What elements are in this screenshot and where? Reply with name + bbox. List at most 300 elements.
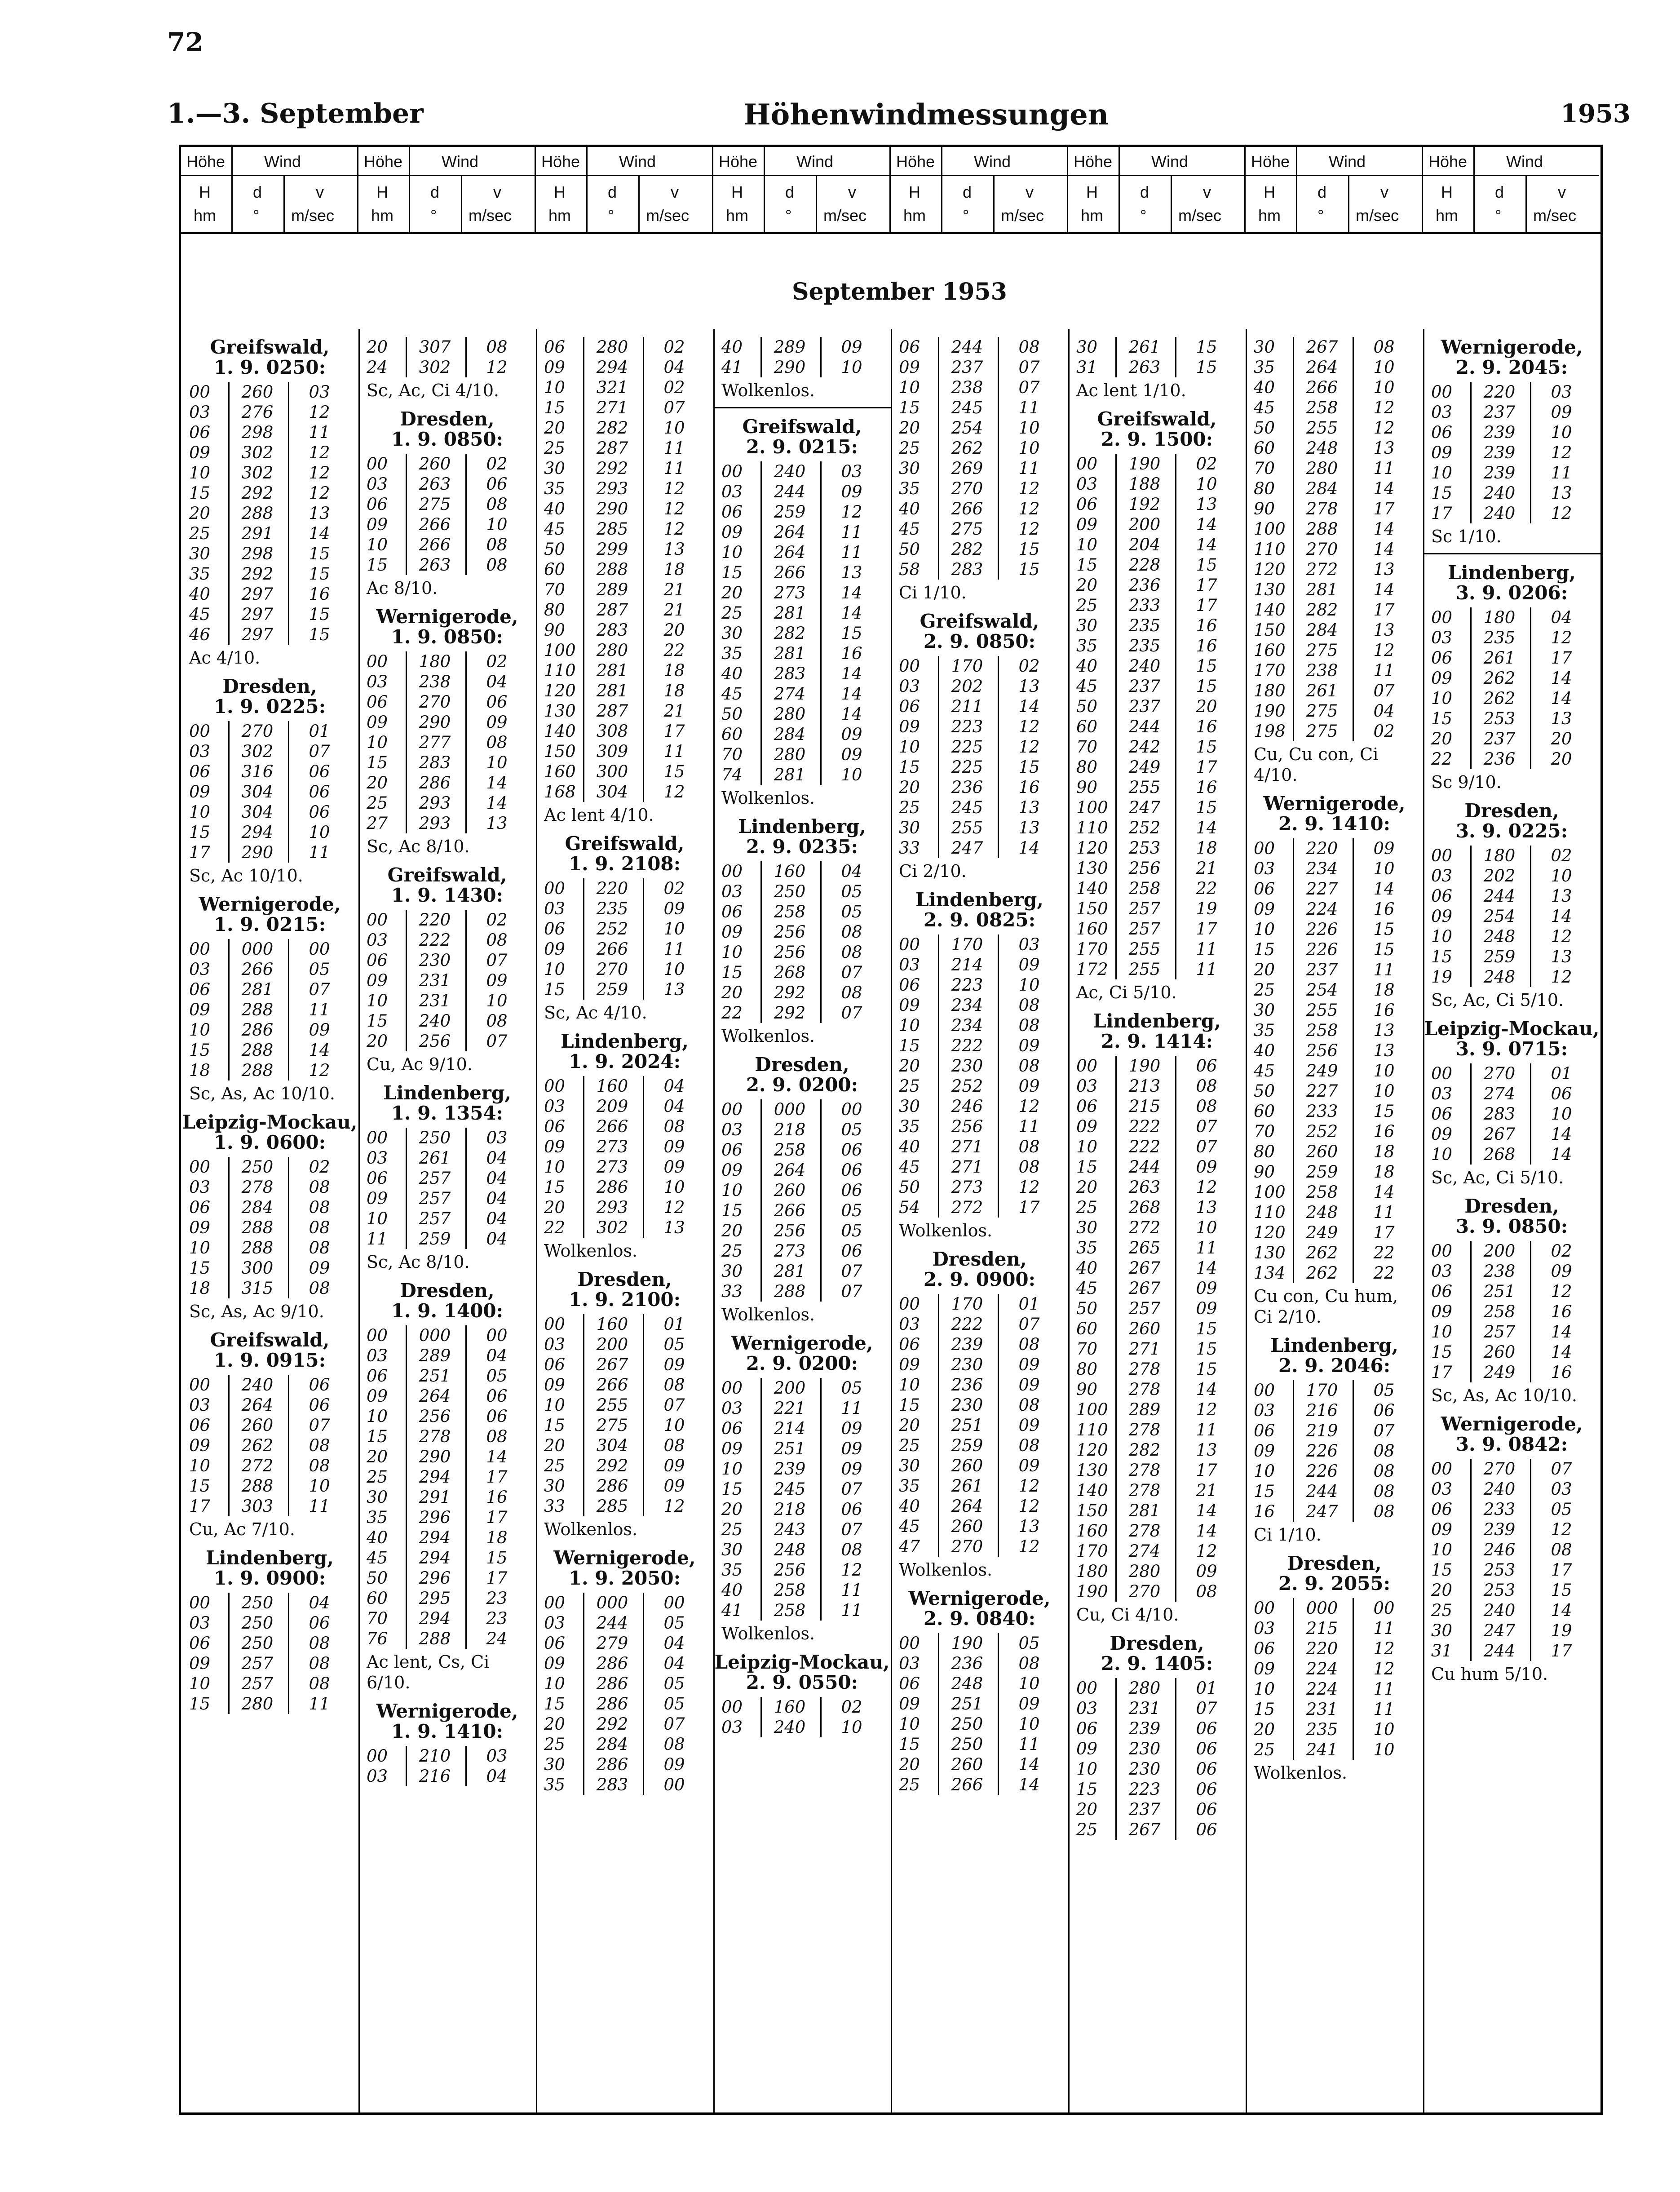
direction-cell: 209 — [596, 1097, 628, 1116]
column-separator — [1246, 329, 1247, 2112]
speed-cell: 06 — [1196, 1719, 1217, 1738]
speed-cell: 17 — [1551, 648, 1572, 668]
hoehe-label: Höhe — [1428, 152, 1468, 171]
height-cell: 150 — [1076, 899, 1108, 918]
table-row — [536, 919, 713, 939]
speed-cell: 09 — [1551, 403, 1572, 422]
table-row — [1246, 1182, 1423, 1202]
speed-cell: 00 — [841, 1100, 862, 1119]
observation-time: 1. 9. 1430: — [391, 884, 504, 906]
v-label: v — [1380, 183, 1388, 201]
height-cell: 03 — [189, 1613, 211, 1633]
speed-cell: 04 — [486, 1148, 508, 1168]
direction-cell: 278 — [419, 1427, 451, 1446]
height-cell: 20 — [1076, 576, 1098, 595]
station-heading — [1246, 1335, 1423, 1376]
table-row — [536, 1674, 713, 1694]
table-row — [181, 1020, 358, 1040]
table-row — [1068, 1218, 1246, 1238]
speed-cell: 15 — [1196, 677, 1217, 696]
height-cell: 09 — [899, 358, 920, 377]
table-row — [891, 1537, 1068, 1557]
direction-cell: 000 — [419, 1326, 451, 1345]
height-cell: 09 — [544, 939, 566, 959]
table-row — [1246, 1598, 1423, 1618]
direction-cell: 236 — [951, 778, 983, 797]
direction-cell: 239 — [1483, 1520, 1516, 1539]
direction-cell: 257 — [1128, 899, 1161, 918]
direction-cell: 294 — [419, 1528, 451, 1547]
table-row — [1068, 1319, 1246, 1339]
table-row — [891, 955, 1068, 975]
speed-cell: 15 — [1196, 656, 1217, 676]
table-row — [1246, 1243, 1423, 1263]
table-row — [536, 1076, 713, 1096]
station-name: Dresden, — [400, 408, 495, 430]
direction-cell: 280 — [1128, 1678, 1161, 1698]
direction-cell: 287 — [596, 600, 628, 620]
speed-cell: 11 — [309, 423, 330, 442]
table-row — [536, 1415, 713, 1435]
station-name: Greifswald, — [1097, 408, 1217, 430]
speed-cell: 12 — [1018, 1497, 1040, 1516]
table-row — [358, 1209, 536, 1229]
direction-cell: 283 — [774, 664, 806, 683]
direction-cell: 258 — [1306, 398, 1338, 417]
speed-cell: 09 — [663, 899, 685, 918]
table-row — [713, 1540, 891, 1560]
direction-cell: 222 — [951, 1036, 983, 1055]
height-cell: 15 — [721, 1479, 743, 1499]
direction-cell: 247 — [1306, 1502, 1338, 1521]
direction-cell: 275 — [951, 519, 983, 539]
height-cell: 10 — [721, 1181, 743, 1200]
direction-cell: 307 — [419, 337, 451, 357]
table-row — [891, 1375, 1068, 1395]
speed-cell: 14 — [1373, 1182, 1395, 1202]
table-row — [1246, 478, 1423, 499]
direction-cell: 297 — [241, 625, 274, 644]
direction-cell: 204 — [1128, 535, 1161, 554]
speed-cell: 06 — [486, 474, 508, 494]
height-cell: 25 — [721, 1520, 743, 1539]
table-row — [358, 930, 536, 950]
direction-cell: 266 — [419, 535, 451, 554]
speed-cell: 10 — [1018, 1674, 1040, 1693]
direction-cell: 262 — [1483, 689, 1516, 708]
height-cell: 120 — [1076, 1440, 1108, 1460]
height-cell: 03 — [899, 1654, 920, 1673]
height-cell: 15 — [899, 1036, 920, 1055]
height-cell: 20 — [899, 1416, 920, 1435]
header-group — [891, 147, 1068, 232]
height-cell: 40 — [544, 499, 566, 518]
cloud-note: Sc, Ac 8/10. — [367, 1252, 470, 1272]
ms-label: m/sec — [291, 206, 335, 225]
direction-cell: 289 — [419, 1346, 451, 1365]
height-cell: 09 — [189, 1654, 211, 1673]
direction-cell: 284 — [1306, 479, 1338, 498]
observation-time: 1. 9. 0900: — [213, 1567, 326, 1589]
cloud-note: Wolkenlos. — [544, 1241, 638, 1261]
direction-cell: 160 — [774, 862, 806, 881]
table-row — [1246, 1202, 1423, 1222]
height-cell: 60 — [1254, 1102, 1275, 1121]
table-row — [1246, 701, 1423, 721]
height-cell: 10 — [1431, 1540, 1453, 1559]
speed-cell: 07 — [1373, 681, 1395, 700]
direction-cell: 267 — [1128, 1258, 1161, 1278]
speed-cell: 10 — [1373, 1081, 1395, 1101]
table-row — [536, 337, 713, 357]
height-cell: 10 — [1076, 535, 1098, 554]
direction-cell: 257 — [419, 1169, 451, 1188]
direction-cell: 223 — [951, 975, 983, 995]
speed-cell: 18 — [1373, 1162, 1395, 1182]
speed-cell: 01 — [309, 722, 330, 741]
table-row — [1246, 1461, 1423, 1481]
direction-cell: 262 — [1306, 1243, 1338, 1262]
station-heading — [1423, 1414, 1600, 1454]
direction-cell: 190 — [1128, 454, 1161, 474]
height-cell: 90 — [1254, 499, 1275, 518]
h-label: H — [1441, 183, 1453, 201]
table-row — [1246, 438, 1423, 458]
table-row — [1246, 1699, 1423, 1719]
direction-cell: 278 — [241, 1178, 274, 1197]
speed-cell: 05 — [841, 1120, 862, 1139]
height-cell: 10 — [544, 378, 566, 397]
height-cell: 03 — [721, 882, 743, 901]
direction-cell: 243 — [774, 1520, 806, 1539]
speed-cell: 12 — [1373, 1659, 1395, 1678]
header-group — [1068, 147, 1246, 232]
height-cell: 06 — [544, 1634, 566, 1653]
height-cell: 09 — [544, 1137, 566, 1156]
speed-cell: 11 — [309, 843, 330, 862]
speed-cell: 11 — [841, 1399, 862, 1418]
height-cell: 06 — [899, 1335, 920, 1354]
height-cell: 09 — [721, 1439, 743, 1458]
direction-cell: 283 — [596, 1775, 628, 1794]
height-cell: 80 — [1076, 757, 1098, 777]
direction-cell: 200 — [774, 1378, 806, 1398]
cloud-note: Ac 8/10. — [367, 578, 438, 598]
speed-cell: 04 — [486, 1169, 508, 1188]
direction-cell: 258 — [774, 1601, 806, 1620]
height-cell: 20 — [367, 1032, 388, 1051]
table-row — [536, 478, 713, 499]
height-cell: 00 — [189, 1593, 211, 1612]
height-cell: 130 — [1254, 580, 1286, 599]
speed-cell: 08 — [841, 983, 862, 1002]
table-row — [358, 1011, 536, 1031]
height-cell: 00 — [189, 1157, 211, 1177]
direction-cell: 294 — [241, 823, 274, 842]
table-row — [1423, 1144, 1600, 1165]
station-name: Lindenberg, — [383, 1082, 511, 1104]
table-row — [536, 559, 713, 580]
direction-cell: 273 — [596, 1137, 628, 1156]
height-cell: 54 — [899, 1198, 920, 1217]
speed-cell: 11 — [841, 523, 862, 542]
speed-cell: 12 — [309, 463, 330, 483]
table-row — [891, 1036, 1068, 1056]
table-row — [891, 1496, 1068, 1516]
height-cell: 110 — [1076, 1420, 1108, 1439]
table-row — [891, 337, 1068, 357]
direction-cell: 304 — [241, 802, 274, 822]
table-row — [1423, 422, 1600, 443]
speed-cell: 16 — [1196, 717, 1217, 736]
speed-cell: 09 — [1196, 1562, 1217, 1581]
height-cell: 15 — [544, 398, 566, 417]
table-row — [713, 902, 891, 922]
direction-cell: 247 — [1483, 1621, 1516, 1640]
direction-cell: 262 — [1483, 669, 1516, 688]
table-row — [1068, 676, 1246, 696]
direction-cell: 262 — [1306, 1263, 1338, 1283]
height-cell: 10 — [1431, 1145, 1453, 1164]
height-cell: 09 — [1431, 1302, 1453, 1321]
cloud-note: Wolkenlos. — [1254, 1763, 1348, 1783]
direction-cell: 160 — [596, 1076, 628, 1096]
height-cell: 45 — [189, 605, 211, 624]
height-cell: 15 — [899, 1395, 920, 1415]
speed-cell: 13 — [1373, 620, 1395, 640]
table-row — [1246, 1481, 1423, 1501]
height-cell: 25 — [899, 1076, 920, 1096]
height-cell: 40 — [721, 664, 743, 683]
ms-label: m/sec — [823, 206, 867, 225]
direction-cell: 266 — [419, 515, 451, 534]
direction-cell: 267 — [596, 1355, 628, 1374]
table-row — [1246, 640, 1423, 660]
table-row — [713, 684, 891, 704]
speed-cell: 17 — [486, 1508, 508, 1527]
direction-cell: 259 — [596, 980, 628, 999]
direction-cell: 266 — [774, 1201, 806, 1220]
speed-cell: 03 — [1551, 382, 1572, 402]
speed-cell: 05 — [663, 1694, 685, 1714]
page-title: Höhenwindmessungen — [743, 98, 1109, 132]
height-cell: 06 — [1076, 495, 1098, 514]
date-range: 1.—3. September — [167, 98, 424, 129]
height-cell: 06 — [367, 692, 388, 712]
speed-cell: 14 — [1373, 540, 1395, 559]
direction-cell: 245 — [951, 798, 983, 817]
speed-cell: 21 — [1196, 859, 1217, 878]
speed-cell: 00 — [1373, 1599, 1395, 1618]
height-cell: 25 — [1254, 980, 1275, 1000]
direction-cell: 240 — [1483, 504, 1516, 523]
height-cell: 60 — [367, 1589, 388, 1608]
direction-cell: 280 — [596, 337, 628, 357]
direction-cell: 267 — [1306, 337, 1338, 357]
direction-cell: 188 — [1128, 474, 1161, 494]
height-cell: 09 — [1431, 907, 1453, 926]
table-row — [891, 1674, 1068, 1694]
speed-cell: 03 — [1018, 935, 1040, 954]
direction-cell: 259 — [951, 1436, 983, 1455]
height-cell: 03 — [367, 1148, 388, 1168]
height-cell: 00 — [1431, 608, 1453, 627]
height-cell: 70 — [1254, 459, 1275, 478]
cloud-note: Sc, Ac 8/10. — [367, 837, 470, 856]
table-row — [181, 741, 358, 762]
direction-cell: 264 — [774, 543, 806, 562]
table-row — [536, 741, 713, 762]
table-row — [536, 1218, 713, 1238]
direction-cell: 230 — [951, 1395, 983, 1415]
speed-cell: 13 — [1373, 1041, 1395, 1060]
height-cell: 03 — [1431, 1262, 1453, 1281]
speed-cell: 01 — [663, 1315, 685, 1334]
column-separator — [1423, 329, 1424, 2112]
height-cell: 22 — [721, 1003, 743, 1023]
table-row — [181, 584, 358, 604]
speed-cell: 04 — [1551, 608, 1572, 627]
height-cell: 06 — [899, 337, 920, 357]
station-name: Wernigerode, — [908, 1587, 1051, 1609]
table-row — [1068, 1501, 1246, 1521]
data-column — [1423, 329, 1600, 2108]
table-row — [181, 443, 358, 463]
direction-cell: 288 — [241, 1218, 274, 1237]
cloud-note: Ac, Ci 5/10. — [1076, 983, 1177, 1002]
speed-cell: 12 — [1373, 418, 1395, 438]
table-row — [536, 701, 713, 721]
direction-cell: 234 — [951, 996, 983, 1015]
table-row — [1068, 1116, 1246, 1137]
table-row — [891, 1633, 1068, 1653]
direction-cell: 288 — [596, 560, 628, 579]
speed-cell: 03 — [309, 382, 330, 402]
table-row — [181, 1613, 358, 1633]
table-row — [358, 753, 536, 773]
height-cell: 09 — [721, 922, 743, 942]
direction-cell: 278 — [1128, 1461, 1161, 1480]
direction-cell: 231 — [419, 971, 451, 990]
direction-cell: 270 — [951, 479, 983, 498]
height-cell: 15 — [1431, 483, 1453, 503]
direction-cell: 309 — [596, 742, 628, 761]
table-row — [536, 499, 713, 519]
data-column — [358, 329, 536, 2108]
table-row — [1068, 337, 1246, 357]
table-row — [1068, 696, 1246, 717]
table-row — [1068, 878, 1246, 899]
table-row — [536, 418, 713, 438]
table-row — [1068, 575, 1246, 595]
direction-cell: 290 — [419, 713, 451, 732]
station-name: Wernigerode, — [376, 606, 518, 628]
direction-cell: 298 — [241, 423, 274, 442]
wind-label: Wind — [1151, 152, 1189, 171]
direction-cell: 240 — [1483, 483, 1516, 503]
speed-cell: 06 — [1196, 1780, 1217, 1799]
height-cell: 09 — [899, 996, 920, 1015]
height-cell: 60 — [1254, 438, 1275, 458]
height-cell: 25 — [367, 1467, 388, 1487]
height-cell: 90 — [1076, 778, 1098, 797]
speed-cell: 15 — [309, 625, 330, 644]
direction-cell: 250 — [241, 1634, 274, 1653]
station-heading — [358, 1280, 536, 1321]
direction-cell: 303 — [241, 1497, 274, 1516]
speed-cell: 02 — [309, 1157, 330, 1177]
speed-cell: 08 — [486, 733, 508, 752]
height-cell: 06 — [367, 1366, 388, 1386]
direction-cell: 160 — [596, 1315, 628, 1334]
height-cell: 00 — [721, 1378, 743, 1398]
speed-cell: 09 — [841, 1419, 862, 1438]
station-name: Lindenberg, — [1270, 1334, 1398, 1356]
height-cell: 20 — [367, 337, 388, 357]
direction-cell: 234 — [951, 1016, 983, 1035]
station-heading — [1246, 1553, 1423, 1594]
direction-cell: 257 — [241, 1654, 274, 1673]
speed-cell: 16 — [486, 1488, 508, 1507]
hm-label: hm — [548, 206, 571, 225]
table-row — [891, 1355, 1068, 1375]
height-cell: 50 — [1076, 1299, 1098, 1318]
speed-cell: 14 — [841, 684, 862, 704]
speed-cell: 08 — [486, 495, 508, 514]
direction-cell: 302 — [419, 358, 451, 377]
table-row — [181, 959, 358, 979]
height-cell: 09 — [899, 1355, 920, 1374]
speed-cell: 05 — [663, 1613, 685, 1633]
table-row — [1068, 1759, 1246, 1779]
height-cell: 06 — [544, 1355, 566, 1374]
table-row — [1246, 879, 1423, 899]
height-cell: 09 — [1431, 669, 1453, 688]
direction-cell: 218 — [774, 1500, 806, 1519]
table-row — [1423, 1600, 1600, 1621]
speed-cell: 08 — [1196, 1582, 1217, 1601]
height-cell: 110 — [544, 661, 576, 680]
table-row — [891, 438, 1068, 458]
table-row — [536, 377, 713, 398]
direction-cell: 239 — [1483, 443, 1516, 462]
height-cell: 130 — [1254, 1243, 1286, 1262]
table-row — [1246, 1061, 1423, 1081]
table-row — [536, 1694, 713, 1714]
speed-cell: 16 — [1196, 616, 1217, 635]
table-row — [358, 773, 536, 793]
deg-label: ° — [1317, 206, 1324, 225]
table-row — [358, 1031, 536, 1051]
speed-cell: 14 — [841, 603, 862, 623]
direction-cell: 247 — [951, 838, 983, 858]
speed-cell: 07 — [663, 1395, 685, 1415]
observation-time: 1. 9. 2100: — [568, 1289, 681, 1311]
direction-cell: 239 — [774, 1459, 806, 1479]
speed-cell: 14 — [1018, 838, 1040, 858]
cloud-note: Ci 1/10. — [1254, 1525, 1322, 1545]
speed-cell: 02 — [1551, 846, 1572, 865]
table-row — [358, 1568, 536, 1588]
height-cell: 25 — [189, 524, 211, 543]
direction-cell: 293 — [596, 479, 628, 498]
direction-cell: 286 — [596, 1755, 628, 1774]
height-cell: 10 — [1076, 1759, 1098, 1779]
speed-cell: 02 — [1018, 656, 1040, 676]
height-cell: 25 — [1254, 1740, 1275, 1759]
height-cell: 00 — [189, 382, 211, 402]
speed-cell: 15 — [1196, 555, 1217, 575]
